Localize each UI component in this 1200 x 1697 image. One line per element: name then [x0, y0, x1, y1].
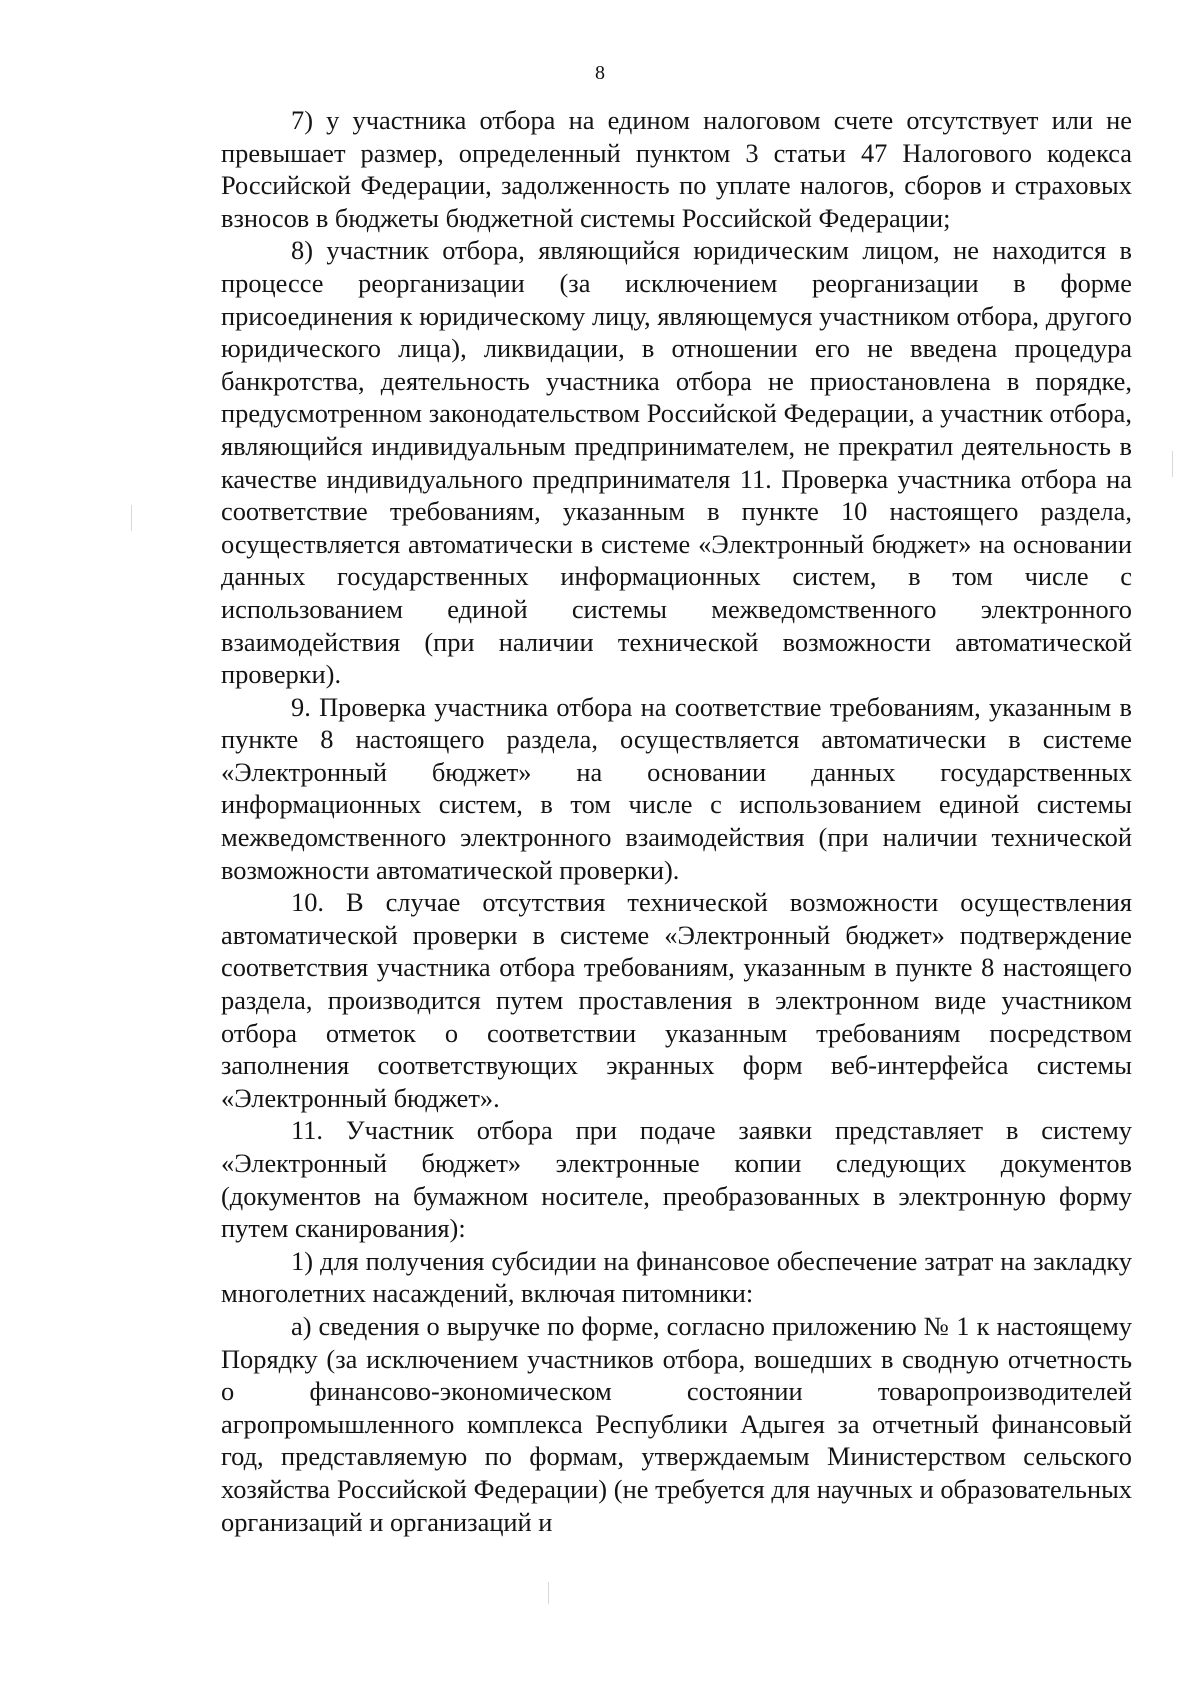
scan-artifact-right [1172, 451, 1173, 477]
page-number: 8 [595, 62, 605, 84]
paragraph-item-7: 7) у участника отбора на едином налоговом счете отсутствует или не превышает размер, определенный пунктом 3 статьи 47 Налогового кодекса Российской Федерации, задолженность по уплате налогов, сборов и страховых взносов в бюджеты бюджетной системы Российской Федерации; [221, 105, 1132, 233]
paragraph-clause-11: 11. Участник отбора при подаче заявки представляет в систему «Электронный бюджет» электронные копии следующих документов (документов на бумажном носителе, преобразованных в электронную форму путем сканирования): [221, 1115, 1132, 1244]
document-body [221, 104, 1132, 1538]
paragraph-clause-10: 10. В случае отсутствия технической возможности осуществления автоматической проверки в системе «Электронный бюджет» подтверждение соответствия участника отбора требованиям, указанным в пункте 8 настоящего раздела, производится путем проставления в электронном виде участником отбора отметок о соответствии указанным требованиям посредством заполнения соответствующих экранных форм веб-интерфейса системы «Электронный бюджет». [221, 887, 1132, 1113]
paragraph-item-8: 8) участник отбора, являющийся юридическим лицом, не находится в процессе реорганизации (за исключением реорганизации в форме присоединения к юридическому лицу, являющемуся участником отбора, другого юридического лица), ликвидации, в отношении его не введена процедура банкротства, деятельность участника отбора не приостановлена в порядке, предусмотренном законодательством Российской Федерации, а участник отбора, являющийся индивидуальным предпринимателем, не прекратил деятельность в качестве индивидуального предпринимателя 11. Проверка участника отбора на соответствие требованиям, указанным в пункте 10 настоящего раздела, осуществляется автоматически в системе «Электронный бюджет» на основании данных государственных информационных систем, в том числе с использованием единой системы межведомственного электронного взаимодействия (при наличии технической возможности автоматической проверки). [221, 235, 1132, 690]
paragraph-subitem-1: 1) для получения субсидии на финансовое обеспечение затрат на закладку многолетних насаждений, включая питомники: [221, 1245, 1132, 1309]
scan-artifact-left [131, 505, 132, 531]
paragraph-subitem-a: а) сведения о выручке по форме, согласно приложению № 1 к настоящему Порядку (за исключением участников отбора, вошедших в сводную отчетность о финансово-экономическом состоянии товаропроизводителей агропромышленного комплекса Республики Адыгея за отчетный финансовый год, представляемую по формам, утверждаемым Министерством сельского хозяйства Российской Федерации) (не требуется для научных и образовательных организаций и организаций и [221, 1310, 1132, 1537]
scan-artifact-bottom [548, 1582, 549, 1604]
paragraph-clause-9: 9. Проверка участника отбора на соответствие требованиям, указанным в пункте 8 настоящего раздела, осуществляется автоматически в системе «Электронный бюджет» на основании данных государственных информационных систем, в том числе с использованием единой системы межведомственного электронного взаимодействия (при наличии технической возможности автоматической проверки). [221, 691, 1132, 885]
